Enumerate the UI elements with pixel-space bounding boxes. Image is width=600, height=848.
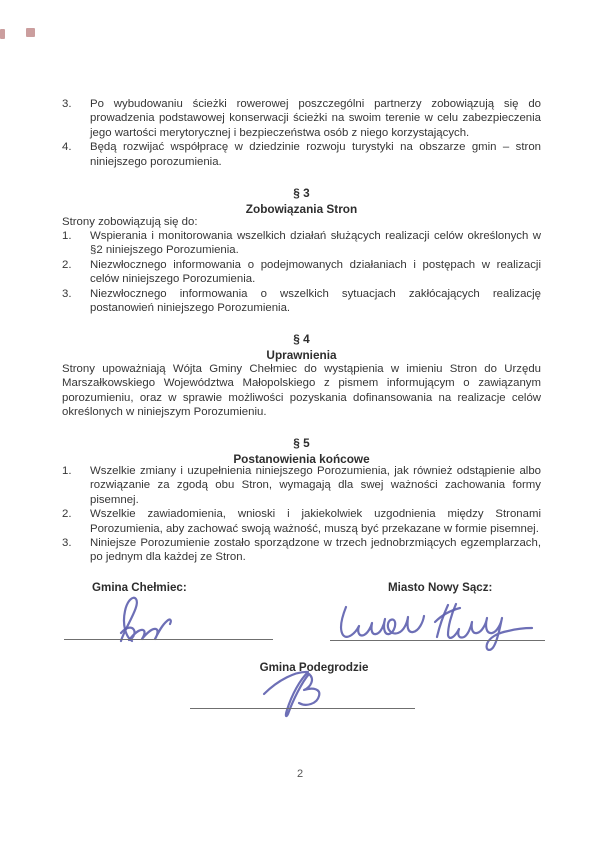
list-item-number: 3. <box>62 287 72 300</box>
handwritten-signature-nowy-sacz <box>336 597 551 652</box>
section-title: Postanowienia końcowe <box>233 452 370 467</box>
list-item-text: Wszelkie zmiany i uzupełnienia niniejszego Porozumienia, jak również odstąpienie albo rozwiązanie za zgodą obu Stron, wymagają dla swej ważności zachowania formy pisemnej. <box>90 465 541 506</box>
list-item <box>62 258 541 287</box>
list-item <box>62 140 541 169</box>
list-item-text: Niezwłocznego informowania o wszelkich sytuacjach zakłócających realizację postanowień niniejszego Porozumienia. <box>90 287 541 315</box>
scan-artifact-mark <box>26 28 35 37</box>
list-item <box>62 507 541 536</box>
section-title: Uprawnienia <box>266 348 337 363</box>
signature-stroke <box>448 604 532 650</box>
list-item-number: 4. <box>62 141 72 154</box>
list-item-text: Niezwłocznego informowania o podejmowanych działaniach i postępach w realizacji celów niniejszego Porozumienia. <box>90 258 541 286</box>
list-item-number: 2. <box>62 508 72 521</box>
section-3-intro: Strony zobowiązują się do: <box>62 216 198 228</box>
list-item-text: Wszelkie zawiadomienia, wnioski i jakiekolwiek uzgodnienia między Stronami Porozumienia, aby zachować swoją ważność, muszą być przekazane w formie pisemnej. <box>90 508 541 535</box>
list-item <box>62 97 541 140</box>
signature-stroke <box>435 608 460 622</box>
top-numbered-list <box>62 97 541 169</box>
signature-stroke <box>437 605 448 637</box>
list-item-number: 2. <box>62 258 72 271</box>
list-item <box>62 464 541 507</box>
section-symbol: § 4 <box>293 332 310 346</box>
list-item-text: Niniejsze Porozumienie zostało sporządzone w trzech jednobrzmiących egzemplarzach, po jednym dla każdej ze Stron. <box>90 537 541 564</box>
signature-line-right <box>330 640 545 641</box>
list-item-text: Będą rozwijać współpracę w dziedzinie rozwoju turystyki na obszarze gmin – stron niniejszego porozumienia. <box>90 141 541 168</box>
list-item <box>62 287 541 316</box>
section-4-heading <box>62 331 541 363</box>
list-item <box>62 229 541 258</box>
list-item-text: Po wybudowaniu ścieżki rowerowej poszczególni partnerzy zobowiązują się do prowadzenia podstawowej konserwacji ścieżki na swoim terenie w celu zabezpieczenia jego wartości merytorycznej i bezpieczeństwa osób z niego korzystających. <box>90 98 541 139</box>
signature-stroke <box>341 607 424 637</box>
section-5-list <box>62 464 541 565</box>
section-4-paragraph: Strony upoważniają Wójta Gminy Chełmiec do wystąpienia w imieniu Stron do Urzędu Marszałkowskiego Województwa Małopolskiego z pismem informującym o zawiązanym porozumieniu, oraz w sprawie możliwości pozyskania dofinansowania na realizacje celów określonych w niniejszym Porozumieniu. <box>62 363 541 419</box>
page-number: 2 <box>296 768 304 780</box>
list-item-text: Wspierania i monitorowania wszelkich działań służących realizacji celów określonych w §2 niniejszego Porozumienia. <box>90 230 541 257</box>
signature-label-gmina-podegrodzie: Gmina Podegrodzie <box>259 661 369 674</box>
signature-line-bottom <box>190 708 415 709</box>
signature-line-left <box>64 639 273 640</box>
section-3-heading <box>62 185 541 217</box>
handwritten-signature-chelmiec <box>98 593 188 645</box>
section-5-heading <box>62 435 541 467</box>
signature-label-gmina-chelmiec: Gmina Chełmiec: <box>92 581 187 594</box>
handwritten-signature-podegrodzie <box>258 668 358 718</box>
list-item-number: 3. <box>62 98 72 110</box>
section-title: Zobowiązania Stron <box>245 202 358 217</box>
list-item-number: 1. <box>62 230 72 242</box>
section-3-list <box>62 229 541 315</box>
list-item-number: 3. <box>62 537 72 550</box>
signature-stroke <box>264 672 319 716</box>
section-symbol: § 3 <box>293 186 310 200</box>
list-item-number: 1. <box>62 465 72 477</box>
scan-artifact-mark <box>0 29 5 39</box>
list-item <box>62 536 541 565</box>
signature-label-miasto-nowy-sacz: Miasto Nowy Sącz: <box>388 581 493 594</box>
section-symbol: § 5 <box>293 436 310 450</box>
